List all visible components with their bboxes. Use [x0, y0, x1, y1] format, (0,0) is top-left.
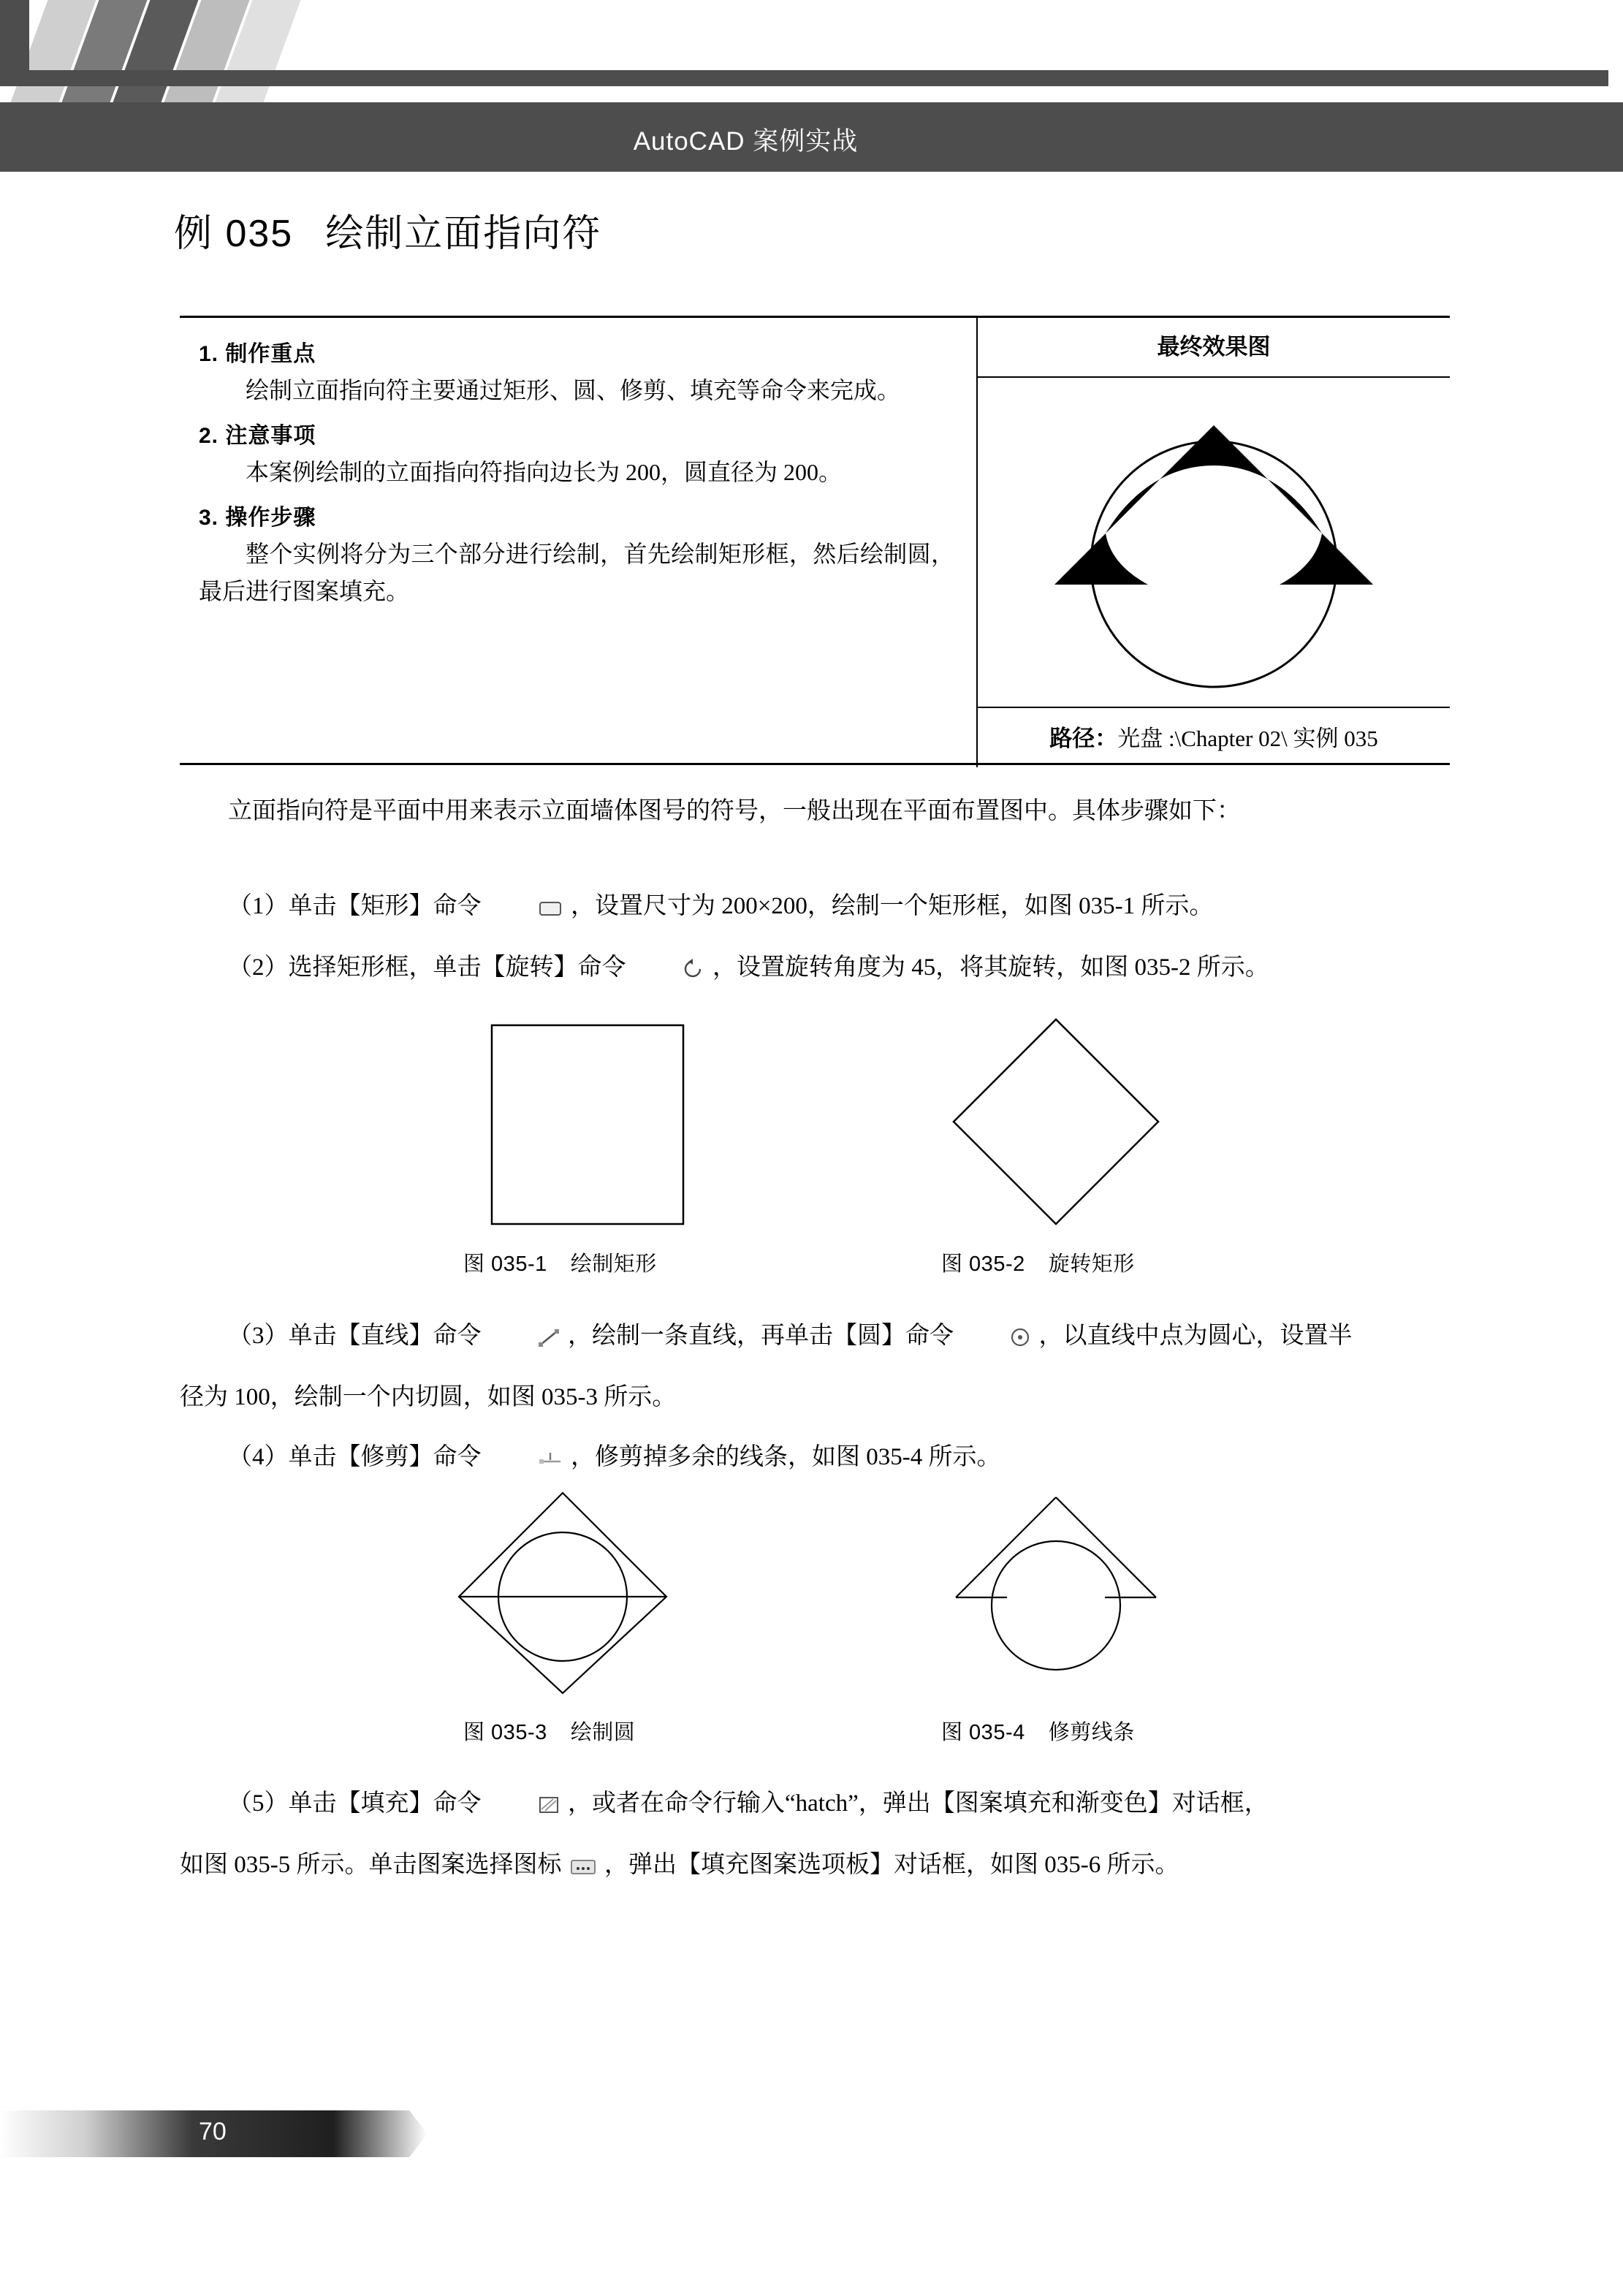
figure-035-3-svg	[453, 1487, 672, 1699]
figure-035-1-label: 绘制矩形	[570, 1252, 657, 1276]
figure-035-4-id: 图 035-4	[941, 1721, 1025, 1744]
page-title	[174, 202, 601, 257]
section-head-1: 1. 制作重点	[199, 342, 316, 366]
step-4-text-b: ，修剪掉多余的线条，如图 035-4 所示。	[571, 1444, 1001, 1470]
figure-035-4-label: 修剪线条	[1048, 1721, 1135, 1744]
elevation-symbol-svg	[978, 378, 1450, 707]
figure-035-1	[490, 1023, 687, 1231]
figure-035-1-caption	[463, 1247, 657, 1277]
step-5-paragraph	[180, 1783, 1451, 1829]
info-left-column	[180, 318, 976, 615]
rectangle-icon	[490, 890, 563, 932]
stripe-baseline	[0, 70, 1608, 86]
step-4-paragraph	[180, 1437, 1451, 1483]
step-5-paragraph-cont	[180, 1844, 1451, 1890]
figure-035-4	[943, 1487, 1169, 1703]
figure-035-2-label: 旋转矩形	[1048, 1252, 1135, 1276]
step-5-text-c: 如图 035-5 所示。单击图案选择图标	[180, 1852, 562, 1878]
figure-035-1-id: 图 035-1	[463, 1252, 547, 1276]
step-3-paragraph	[180, 1315, 1451, 1361]
step-4-text-a: （4）单击【修剪】命令	[228, 1444, 482, 1470]
figure-035-1-svg	[490, 1023, 687, 1228]
figure-035-3	[453, 1487, 672, 1703]
step-1-text-a: （1）单击【矩形】命令	[228, 893, 482, 919]
section-body-1: 绘制立面指向符主要通过矩形、圆、修剪、填充等命令来完成。	[246, 377, 901, 403]
page-number: 70	[199, 2118, 227, 2145]
step-3-text-b: ，绘制一条直线，再单击【圆】命令	[568, 1323, 954, 1349]
step-2-text-b: ，设置旋转角度为 45，将其旋转，如图 035-2 所示。	[712, 954, 1269, 981]
step-5-text-b: ，或者在命令行输入“hatch”，弹出【图案填充和渐变色】对话框，	[568, 1790, 1269, 1817]
header-title: AutoCAD 案例实战	[633, 127, 859, 156]
section-body-3: 整个实例将分为三个部分进行绘制，首先绘制矩形框，然后绘制圆，最后进行图案填充。	[199, 540, 954, 605]
figure-035-2	[950, 1016, 1162, 1231]
step-2-text-a: （2）选择矩形框，单击【旋转】命令	[228, 954, 626, 981]
intro-paragraph: 立面指向符是平面中用来表示立面墙体图号的符号，一般出现在平面布置图中。具体步骤如下：	[228, 798, 1241, 824]
figure-035-2-caption	[941, 1247, 1135, 1277]
line-icon	[490, 1320, 560, 1361]
page-header	[0, 102, 1623, 172]
step-3-paragraph-cont: 径为 100，绘制一个内切圆，如图 035-3 所示。	[180, 1384, 677, 1410]
step-1-paragraph	[180, 886, 1451, 932]
example-number: 例 035	[174, 213, 294, 255]
path-value: 光盘 :\Chapter 02\ 实例 035	[1117, 726, 1378, 751]
hatch-icon	[490, 1787, 560, 1829]
figure-035-4-caption	[941, 1716, 1135, 1746]
step-5-text-d: ，弹出【填充图案选项板】对话框，如图 035-6 所示。	[604, 1852, 1179, 1878]
final-effect-header: 最终效果图	[1157, 334, 1271, 360]
rotate-icon	[634, 951, 704, 993]
figure-035-2-id: 图 035-2	[941, 1252, 1025, 1276]
figure-035-3-caption	[463, 1716, 635, 1746]
figure-035-2-svg	[950, 1016, 1162, 1228]
info-table	[180, 316, 1450, 765]
step-3-text-c: ，以直线中点为圆心，设置半	[1038, 1323, 1353, 1349]
circle-icon	[962, 1320, 1030, 1361]
figure-035-4-svg	[943, 1487, 1169, 1699]
step-2-paragraph	[180, 947, 1451, 993]
example-title: 绘制立面指向符	[325, 213, 602, 255]
final-effect-figure	[978, 378, 1450, 707]
figure-035-3-label: 绘制圆	[570, 1721, 636, 1744]
decorative-stripes	[0, 0, 1623, 102]
section-body-2: 本案例绘制的立面指向符指向边长为 200，圆直径为 200。	[246, 458, 843, 485]
path-label: 路径：	[1049, 726, 1118, 751]
ellipsis-button-icon	[570, 1849, 596, 1890]
step-3-text-a: （3）单击【直线】命令	[228, 1323, 482, 1349]
section-head-3: 3. 操作步骤	[199, 505, 316, 530]
table-rule-2	[978, 707, 1450, 708]
trim-icon	[490, 1441, 563, 1483]
path-row	[978, 712, 1450, 753]
step-1-text-b: ，设置尺寸为 200×200，绘制一个矩形框，如图 035-1 所示。	[571, 893, 1214, 919]
section-head-2: 2. 注意事项	[199, 423, 316, 448]
figure-035-3-id: 图 035-3	[463, 1721, 547, 1744]
step-5-text-a: （5）单击【填充】命令	[228, 1790, 482, 1817]
